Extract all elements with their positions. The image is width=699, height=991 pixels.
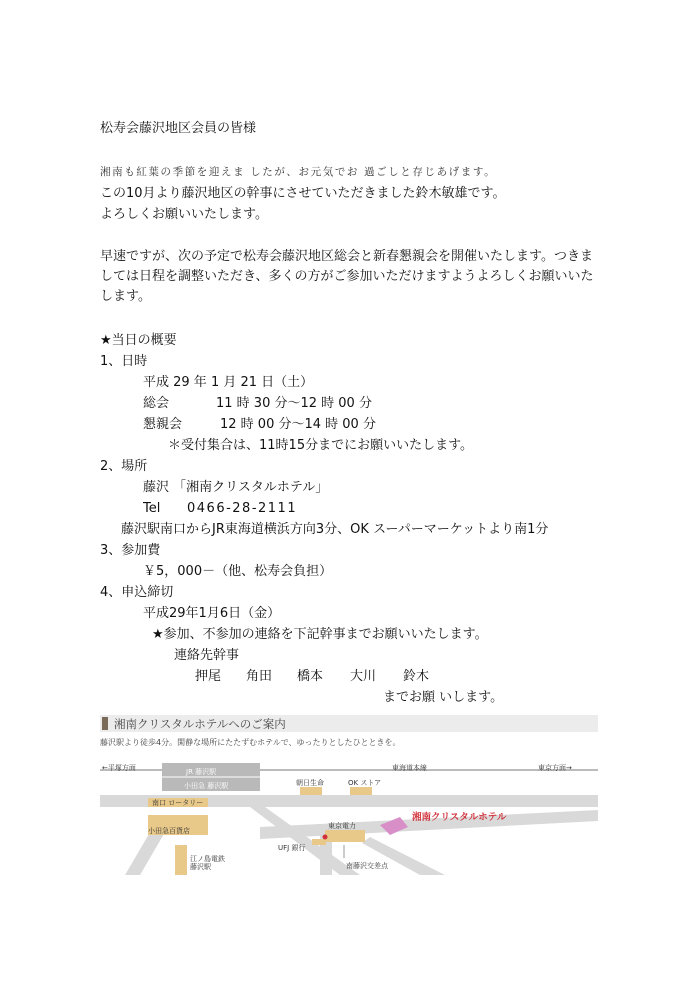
organizer-1: 押尾 bbox=[195, 669, 222, 684]
map-label-tokaido: 東海道本線 bbox=[392, 764, 427, 772]
intro-line-1: この10月より藤沢地区の幹事にさせていただきました鈴木敏雄です。 bbox=[100, 186, 506, 201]
tel-label: Tel bbox=[143, 501, 161, 516]
organizer-4: 大川 bbox=[350, 669, 377, 684]
greeting: 松寿会藤沢地区会員の皆様 bbox=[100, 121, 257, 136]
map-label-odakyu-station: 小田急 藤沢駅 bbox=[184, 782, 229, 790]
map-label-tepco: 東京電力 bbox=[328, 822, 356, 830]
body-paragraph: 早速ですが、次の予定で松寿会藤沢地区総会と新春懇親会を開催いたします。つきましては日程を調整いただき、多くの方がご参加いただけますようよろしくお願いいたします。 bbox=[100, 249, 594, 304]
organizer-2: 角田 bbox=[246, 669, 273, 684]
party-time: 12 時 00 分～14 時 00 分 bbox=[220, 417, 376, 432]
map-subtitle: 藤沢駅より徒歩4分。閑静な場所にたたずむホテルで、ゆったりとしたひとときを。 bbox=[100, 738, 401, 747]
organizer-3: 橋本 bbox=[297, 669, 324, 684]
map-label-ok-store: OK ストア bbox=[348, 779, 382, 787]
tel-number: 0466-28-2111 bbox=[187, 501, 298, 516]
section-4-title: 4、申込締切 bbox=[100, 585, 174, 600]
organizer-5: 鈴木 bbox=[403, 669, 430, 684]
section-1-title: 1、日時 bbox=[100, 354, 148, 369]
section-3-title: 3、参加費 bbox=[100, 543, 161, 558]
map-label-jr-station: JR 藤沢駅 bbox=[186, 768, 217, 776]
meeting-label: 総会 bbox=[143, 396, 170, 411]
map-label-asahi: 朝日生命 bbox=[296, 779, 324, 787]
contact-note: ★参加、不参加の連絡を下記幹事までお願いいたします。 bbox=[152, 627, 488, 642]
map-label-hotel: 湘南クリスタルホテル bbox=[412, 812, 507, 823]
map-label-enoden: 江ノ島電鉄 藤沢駅 bbox=[190, 855, 225, 871]
map-label-rotary: 南口 ロータリー bbox=[152, 799, 204, 807]
intro-line-2: よろしくお願いいたします。 bbox=[100, 207, 268, 222]
map-label-ufj: UFJ 銀行 bbox=[278, 844, 306, 852]
meeting-time: 11 時 30 分～12 時 00 分 bbox=[216, 396, 372, 411]
contact-heading: 連絡先幹事 bbox=[174, 648, 240, 663]
reception-note: ＊受付集合は、11時15分までにお願いいたします。 bbox=[168, 438, 474, 453]
closing: までお願 いします。 bbox=[383, 690, 504, 705]
map-label-hiratsuka: ←平塚方面 bbox=[102, 764, 136, 772]
map-label-tokyo: 東京方面→ bbox=[538, 764, 572, 772]
party-label: 懇親会 bbox=[143, 417, 183, 432]
map-header-text: 湘南クリスタルホテルへのご案内 bbox=[114, 717, 286, 731]
directions: 藤沢駅南口からJR東海道横浜方向3分、OK スーパーマーケットより南1分 bbox=[121, 522, 549, 537]
section-2-title: 2、場所 bbox=[100, 459, 148, 474]
access-map bbox=[100, 715, 598, 875]
fee: ￥5，000－（他、松寿会負担） bbox=[143, 564, 333, 579]
map-label-odakyu-dept: 小田急百貨店 bbox=[148, 827, 190, 835]
venue: 藤沢 「湘南クリスタルホテル」 bbox=[143, 480, 329, 495]
season-line: 湘南も紅葉の季節を迎えま したが、お元気でお 過ごしと存じあげます。 bbox=[100, 166, 497, 178]
event-date: 平成 29 年 1 月 21 日（土） bbox=[143, 375, 314, 390]
map-label-minami: 南藤沢交差点 bbox=[346, 862, 388, 870]
map-header-mark bbox=[102, 717, 108, 730]
deadline: 平成29年1月6日（金） bbox=[143, 606, 281, 621]
overview-heading: ★当日の概要 bbox=[100, 333, 177, 348]
